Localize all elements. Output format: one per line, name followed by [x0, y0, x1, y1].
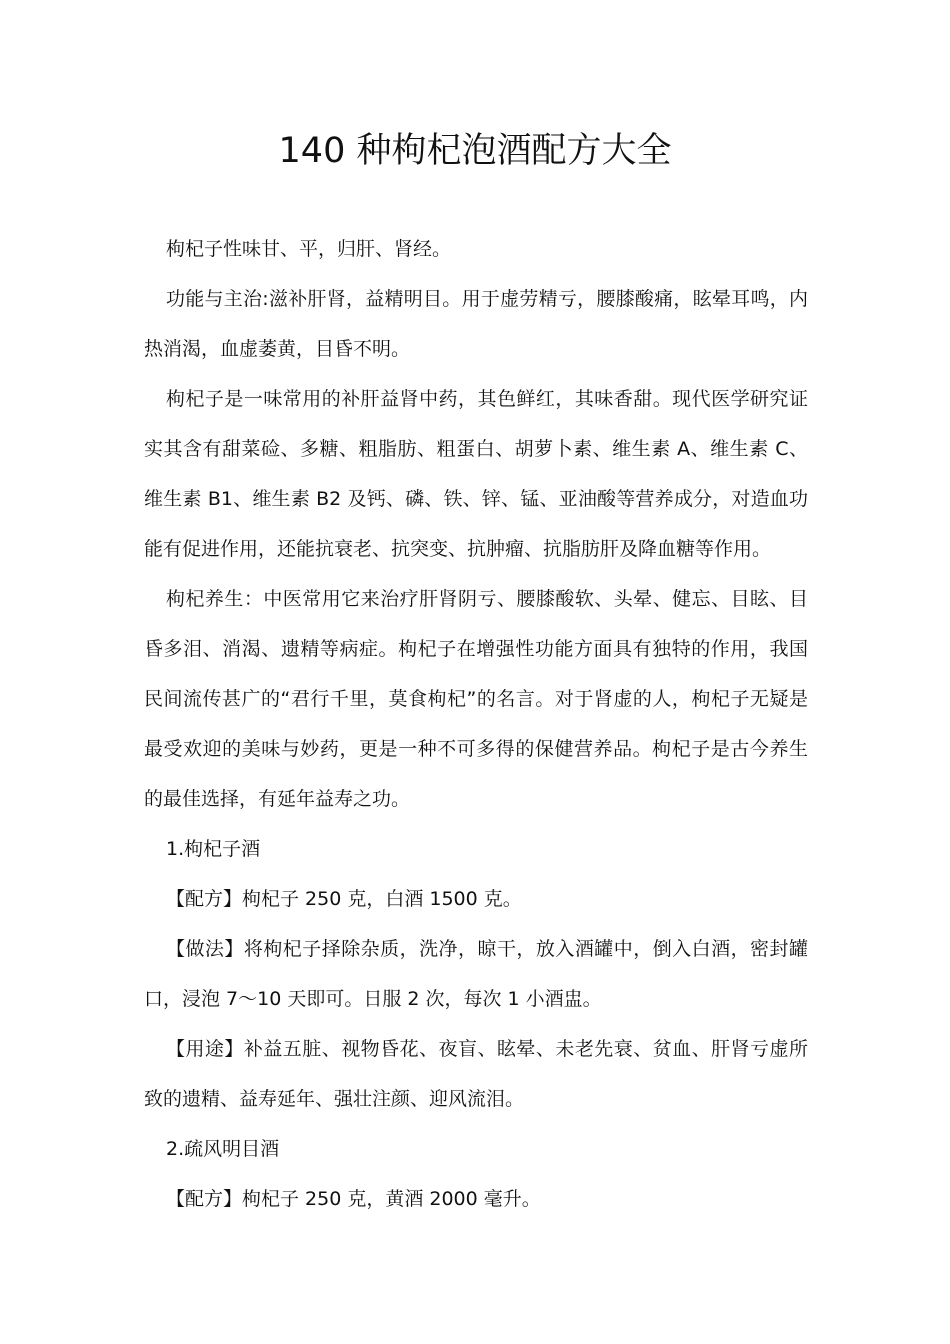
document-body — [144, 224, 808, 1224]
recipe-2-formula: 【配方】枸杞子 250 克，黄酒 2000 毫升。 — [166, 1188, 541, 1210]
recipe-1-method: 【做法】将枸杞子择除杂质，洗净，晾干，放入酒罐中，倒入白酒，密封罐口，浸泡 7～10 天即可。日服 2 次，每次 1 小酒盅。 — [144, 938, 808, 1010]
recipe-2-heading: 2.疏风明目酒 — [166, 1138, 280, 1160]
paragraph-research: 枸杞子是一味常用的补肝益肾中药，其色鲜红，其味香甜。现代医学研究证实其含有甜菜硷、多糖、粗脂肪、粗蛋白、胡萝卜素、维生素 A、维生素 C、维生素 B1、维生素 B2 及钙、磷、铁、锌、锰、亚油酸等营养成分，对造血功能有促进作用，还能抗衰老、抗突变、抗肿瘤、抗脂肪肝及降血糖等作用。 — [144, 388, 808, 560]
recipe-1-formula: 【配方】枸杞子 250 克，白酒 1500 克。 — [166, 888, 522, 910]
paragraph-health: 枸杞养生：中医常用它来治疗肝肾阴亏、腰膝酸软、头晕、健忘、目眩、目昏多泪、消渴、遗精等病症。枸杞子在增强性功能方面具有独特的作用，我国民间流传甚广的“君行千里，莫食枸杞”的名言。对于肾虚的人，枸杞子无疑是最受欢迎的美味与妙药，更是一种不可多得的保健营养品。枸杞子是古今养生的最佳选择，有延年益寿之功。 — [144, 588, 808, 810]
paragraph-properties: 枸杞子性味甘、平，归肝、肾经。 — [166, 238, 452, 260]
paragraph-functions: 功能与主治:滋补肝肾，益精明目。用于虚劳精亏，腰膝酸痛，眩晕耳鸣，内热消渴，血虚萎黄，目昏不明。 — [144, 288, 808, 360]
page-title: 140 种枸杞泡酒配方大全 — [278, 131, 672, 171]
recipe-1-usage: 【用途】补益五脏、视物昏花、夜盲、眩晕、未老先衰、贫血、肝肾亏虚所致的遗精、益寿延年、强壮注颜、迎风流泪。 — [144, 1038, 808, 1110]
recipe-1-heading: 1.枸杞子酒 — [166, 838, 261, 860]
